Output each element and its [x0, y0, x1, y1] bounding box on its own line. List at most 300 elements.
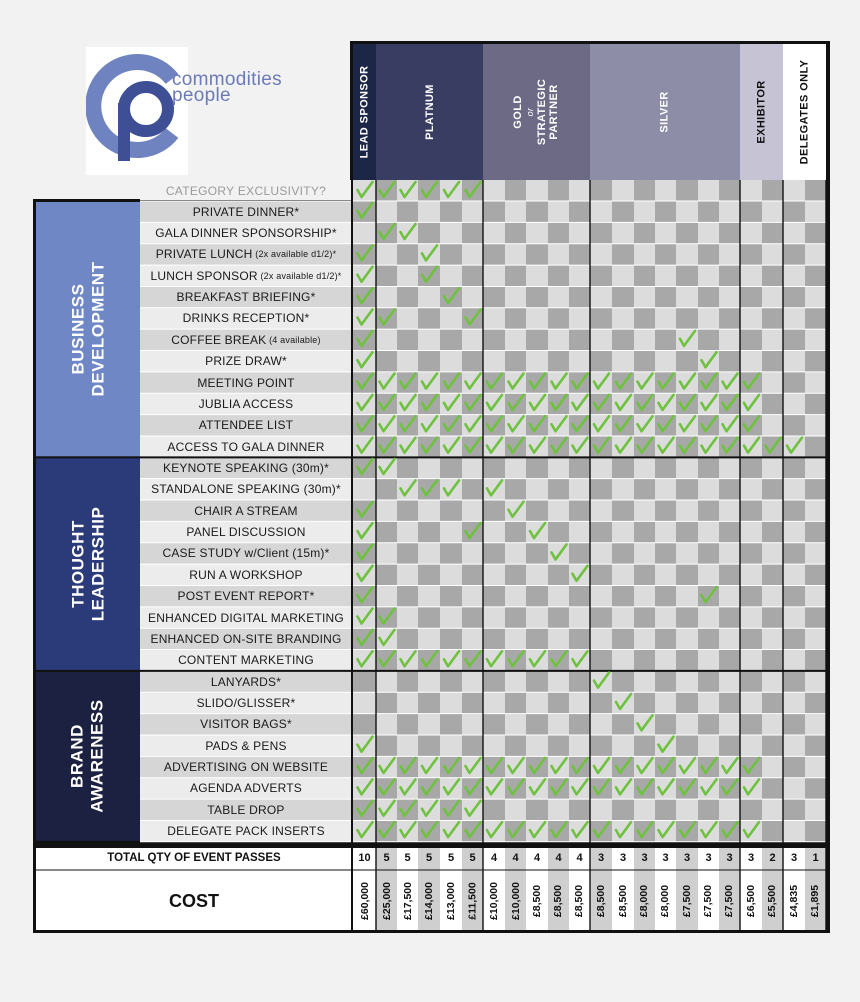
grid-cell [483, 628, 505, 649]
grid-cell [462, 543, 483, 564]
grid-cell [783, 457, 805, 478]
grid-cell [698, 457, 719, 478]
grid-cell [698, 286, 719, 307]
grid-cell [805, 180, 826, 201]
grid-cell [655, 650, 676, 671]
grid-cell [783, 351, 805, 372]
grid-cell [612, 585, 634, 606]
grid-cell [590, 521, 612, 542]
grid-cell [462, 222, 483, 243]
price-cell [569, 872, 590, 930]
grid-cell [783, 735, 805, 756]
grid-cell [655, 714, 676, 735]
grid-cell [569, 286, 590, 307]
grid-cell [783, 543, 805, 564]
grid-cell [483, 180, 505, 201]
grid-cell [655, 543, 676, 564]
grid-cell [612, 265, 634, 286]
grid-cell [783, 415, 805, 436]
pass-count: 3 [790, 852, 798, 864]
price-value: £8,500 [595, 884, 607, 918]
feature-label-text: ADVERTISING ON WEBSITE [163, 760, 329, 775]
grid-cell [740, 244, 762, 265]
grid-cell [783, 244, 805, 265]
grid-cell [376, 286, 397, 307]
grid-cell [569, 351, 590, 372]
grid-cell [655, 607, 676, 628]
pass-count: 5 [425, 852, 433, 864]
feature-label-text: RUN A WORKSHOP [189, 567, 303, 582]
grid-cell [676, 265, 698, 286]
tier-label: SILVER [658, 91, 671, 133]
grid-cell [483, 265, 505, 286]
grid-cell [505, 244, 526, 265]
grid-cell [569, 628, 590, 649]
grid-cell [762, 607, 783, 628]
feature-label [140, 692, 352, 713]
grid-cell [698, 479, 719, 500]
tier-label: PLATNUM [423, 84, 436, 140]
grid-cell [526, 244, 548, 265]
price-value: £17,500 [401, 882, 414, 920]
grid-cell [397, 500, 418, 521]
grid-cell [634, 180, 655, 201]
pass-count: 5 [447, 852, 455, 864]
grid-cell [418, 735, 440, 756]
grid-cell [762, 479, 783, 500]
grid-cell [676, 180, 698, 201]
grid-cell [590, 714, 612, 735]
grid-cell [783, 692, 805, 713]
grid-cell [505, 286, 526, 307]
grid-cell [740, 222, 762, 243]
grid-cell [440, 222, 462, 243]
grid-cell [397, 628, 418, 649]
grid-cell [526, 479, 548, 500]
grid-cell [698, 564, 719, 585]
grid-cell [676, 671, 698, 692]
grid-cell [418, 351, 440, 372]
grid-cell [526, 714, 548, 735]
grid-cell [698, 671, 719, 692]
grid-cell [397, 714, 418, 735]
grid-cell [805, 692, 826, 713]
feature-label-text: LANYARDS* [210, 674, 282, 689]
logo-line-1: commodities [172, 69, 282, 90]
grid-cell [762, 415, 783, 436]
grid-cell [483, 351, 505, 372]
grid-cell [353, 671, 376, 692]
grid-cell [548, 628, 569, 649]
grid-cell [762, 457, 783, 478]
grid-cell [353, 714, 376, 735]
grid-cell [698, 201, 719, 222]
grid-cell [590, 265, 612, 286]
grid-cell [805, 607, 826, 628]
grid-cell [783, 180, 805, 201]
feature-label [140, 372, 352, 393]
feature-label-text: LUNCH SPONSOR [150, 268, 258, 283]
grid-cell [505, 628, 526, 649]
grid-cell [505, 222, 526, 243]
tier-label-line: GOLD [512, 95, 525, 129]
grid-cell [505, 521, 526, 542]
grid-cell [569, 457, 590, 478]
grid-cell [548, 607, 569, 628]
pass-count: 5 [383, 852, 390, 864]
grid-cell [548, 457, 569, 478]
grid-cell [548, 308, 569, 329]
pass-count: 4 [490, 852, 498, 864]
grid-cell [612, 607, 634, 628]
feature-label-text: COFFEE BREAK [171, 332, 267, 347]
grid-cell [740, 735, 762, 756]
grid-cell [676, 244, 698, 265]
grid-cell [805, 479, 826, 500]
grid-cell [462, 671, 483, 692]
cost-label: COST [168, 890, 219, 911]
feature-label [140, 585, 352, 606]
grid-cell [762, 329, 783, 350]
tier-label [513, 79, 561, 145]
grid-cell [655, 265, 676, 286]
grid-cell [526, 180, 548, 201]
grid-cell [634, 244, 655, 265]
grid-cell [676, 286, 698, 307]
grid-cell [505, 585, 526, 606]
grid-cell [440, 265, 462, 286]
grid-cell [397, 329, 418, 350]
grid-cell [612, 564, 634, 585]
grid-cell [634, 628, 655, 649]
grid-cell [740, 329, 762, 350]
grid-cell [440, 329, 462, 350]
grid-cell [805, 671, 826, 692]
grid-cell [783, 308, 805, 329]
pass-count: 5 [404, 852, 411, 864]
grid-cell [590, 180, 612, 201]
grid-cell [418, 457, 440, 478]
tier-header-gold [483, 44, 590, 180]
grid-cell [462, 265, 483, 286]
grid-cell [526, 222, 548, 243]
grid-cell [376, 265, 397, 286]
grid-cell [505, 564, 526, 585]
grid-cell [483, 799, 505, 820]
grid-cell [740, 799, 762, 820]
grid-cell [762, 201, 783, 222]
grid-cell [483, 521, 505, 542]
grid-cell [548, 351, 569, 372]
price-value: £25,000 [380, 882, 393, 920]
grid-cell [762, 692, 783, 713]
grid-cell [418, 607, 440, 628]
grid-cell [505, 201, 526, 222]
grid-cell [805, 564, 826, 585]
grid-cell [783, 222, 805, 243]
grid-cell [569, 329, 590, 350]
grid-cell [655, 564, 676, 585]
grid-cell [590, 628, 612, 649]
price-cell [676, 872, 698, 930]
grid-cell [612, 628, 634, 649]
feature-label [140, 714, 352, 735]
feature-label-note: (2x available d1/2)* [257, 270, 342, 281]
grid-cell [655, 351, 676, 372]
grid-cell [462, 201, 483, 222]
grid-cell [805, 500, 826, 521]
grid-cell [590, 308, 612, 329]
price-value: £14,000 [423, 882, 435, 920]
grid-cell [612, 457, 634, 478]
grid-cell [462, 607, 483, 628]
grid-cell [783, 714, 805, 735]
grid-cell [698, 628, 719, 649]
feature-label-text: CHAIR A STREAM [194, 503, 298, 518]
price-value: £8,500 [531, 884, 543, 918]
grid-cell [634, 329, 655, 350]
feature-label [140, 351, 352, 372]
price-value: £5,500 [766, 884, 779, 918]
category-label-line: LEADERSHIP [88, 506, 108, 622]
grid-cell [740, 564, 762, 585]
grid-cell [634, 671, 655, 692]
grid-cell [805, 265, 826, 286]
grid-cell [762, 286, 783, 307]
grid-cell [740, 628, 762, 649]
grid-cell [762, 543, 783, 564]
grid-cell [548, 735, 569, 756]
grid-cell [719, 457, 740, 478]
grid-cell [590, 564, 612, 585]
grid-cell [526, 585, 548, 606]
grid-cell [397, 286, 418, 307]
grid-cell [634, 479, 655, 500]
grid-cell [462, 500, 483, 521]
price-cell [783, 872, 805, 930]
grid-cell [805, 521, 826, 542]
grid-cell [740, 607, 762, 628]
grid-cell [655, 222, 676, 243]
grid-cell [353, 692, 376, 713]
tier-label-line: or [525, 107, 536, 117]
grid-cell [397, 265, 418, 286]
grid-cell [569, 479, 590, 500]
feature-label-note: (4 available) [266, 334, 321, 345]
grid-cell [612, 500, 634, 521]
price-cell [762, 872, 783, 930]
grid-cell [505, 351, 526, 372]
grid-cell [569, 201, 590, 222]
price-cell [634, 872, 655, 930]
grid-cell [548, 180, 569, 201]
grid-cell [634, 286, 655, 307]
grid-cell [634, 457, 655, 478]
price-cell [376, 872, 397, 930]
grid-cell [526, 628, 548, 649]
grid-cell [655, 329, 676, 350]
grid-cell [634, 265, 655, 286]
price-value: £7,500 [681, 884, 693, 918]
grid-cell [740, 543, 762, 564]
pass-count: 3 [662, 852, 669, 864]
grid-cell [612, 543, 634, 564]
grid-cell [505, 479, 526, 500]
grid-cell [418, 543, 440, 564]
category-exclusivity-label: CATEGORY EXCLUSIVITY? [165, 184, 327, 198]
grid-cell [548, 714, 569, 735]
grid-cell [440, 714, 462, 735]
feature-label-text: ATTENDEE LIST [198, 418, 294, 433]
grid-cell [526, 799, 548, 820]
feature-label [140, 500, 352, 521]
grid-cell [612, 521, 634, 542]
tier-header-silver [590, 44, 740, 180]
price-cell [440, 872, 462, 930]
grid-cell [634, 201, 655, 222]
grid-cell [376, 500, 397, 521]
grid-cell [655, 201, 676, 222]
grid-cell [655, 457, 676, 478]
grid-cell [805, 457, 826, 478]
grid-cell [740, 265, 762, 286]
grid-cell [783, 650, 805, 671]
feature-label-text: MEETING POINT [197, 375, 295, 390]
grid-cell [569, 500, 590, 521]
grid-cell [462, 244, 483, 265]
price-cell [483, 872, 505, 930]
grid-cell [740, 308, 762, 329]
grid-cell [569, 799, 590, 820]
tier-label: EXHIBITOR [755, 80, 768, 144]
grid-cell [655, 692, 676, 713]
price-cell [612, 872, 634, 930]
grid-cell [740, 500, 762, 521]
grid-cell [376, 351, 397, 372]
grid-cell [569, 222, 590, 243]
pass-count: 5 [469, 852, 476, 864]
price-value: £7,500 [702, 884, 715, 918]
feature-label-text: PRIVATE LUNCH [155, 247, 253, 262]
grid-cell [783, 286, 805, 307]
grid-cell [462, 585, 483, 606]
grid-cell [805, 415, 826, 436]
grid-cell [440, 457, 462, 478]
price-cell [397, 872, 418, 930]
grid-cell [762, 244, 783, 265]
grid-cell [805, 735, 826, 756]
grid-cell [655, 180, 676, 201]
feature-label [140, 479, 352, 500]
feature-label-text: TABLE DROP [207, 802, 285, 817]
grid-cell [526, 201, 548, 222]
grid-cell [762, 222, 783, 243]
grid-cell [676, 543, 698, 564]
grid-cell [655, 244, 676, 265]
grid-cell [719, 351, 740, 372]
grid-cell [719, 244, 740, 265]
pass-count: 3 [619, 852, 627, 864]
grid-cell [505, 265, 526, 286]
grid-cell [462, 564, 483, 585]
price-value: £8,500 [552, 884, 565, 918]
grid-cell [526, 457, 548, 478]
feature-label [140, 393, 352, 414]
feature-label [140, 799, 352, 820]
grid-cell [805, 543, 826, 564]
grid-cell [719, 650, 740, 671]
grid-cell [440, 543, 462, 564]
grid-cell [440, 201, 462, 222]
feature-label [140, 308, 352, 329]
grid-cell [655, 286, 676, 307]
grid-cell [762, 521, 783, 542]
feature-label [140, 543, 352, 564]
feature-label-text: ENHANCED ON-SITE BRANDING [150, 631, 342, 646]
grid-cell [783, 564, 805, 585]
feature-label [140, 628, 352, 649]
grid-cell [590, 351, 612, 372]
feature-label-text: PRIVATE DINNER* [192, 204, 300, 219]
grid-cell [505, 692, 526, 713]
grid-cell [762, 756, 783, 777]
grid-cell [783, 500, 805, 521]
grid-cell [805, 244, 826, 265]
price-cell [590, 872, 612, 930]
grid-cell [698, 650, 719, 671]
grid-cell [440, 671, 462, 692]
grid-cell [762, 628, 783, 649]
grid-cell [418, 714, 440, 735]
grid-cell [590, 222, 612, 243]
feature-label-text: ACCESS TO GALA DINNER [167, 439, 325, 454]
grid-cell [526, 735, 548, 756]
grid-cell [698, 607, 719, 628]
feature-label-text: PANEL DISCUSSION [186, 525, 306, 540]
grid-cell [418, 500, 440, 521]
price-value: £4,835 [788, 884, 800, 918]
grid-cell [783, 778, 805, 799]
grid-cell [634, 799, 655, 820]
grid-cell [762, 778, 783, 799]
grid-cell [418, 585, 440, 606]
tier-label: DELEGATES ONLY [798, 59, 811, 165]
grid-cell [655, 308, 676, 329]
grid-cell [483, 714, 505, 735]
feature-label-text: KEYNOTE SPEAKING (30m)* [163, 460, 329, 475]
grid-cell [418, 628, 440, 649]
grid-cell [612, 222, 634, 243]
grid-cell [483, 308, 505, 329]
grid-cell [418, 222, 440, 243]
grid-cell [805, 650, 826, 671]
grid-cell [634, 564, 655, 585]
grid-cell [740, 457, 762, 478]
grid-cell [483, 244, 505, 265]
grid-cell [634, 650, 655, 671]
grid-cell [719, 521, 740, 542]
grid-cell [418, 286, 440, 307]
category-label-text [68, 700, 108, 813]
grid-cell [805, 436, 826, 457]
grid-cell [805, 222, 826, 243]
grid-cell [762, 180, 783, 201]
grid-cell [569, 265, 590, 286]
grid-cell [762, 564, 783, 585]
grid-cell [483, 222, 505, 243]
grid-cell [418, 201, 440, 222]
grid-cell [612, 329, 634, 350]
